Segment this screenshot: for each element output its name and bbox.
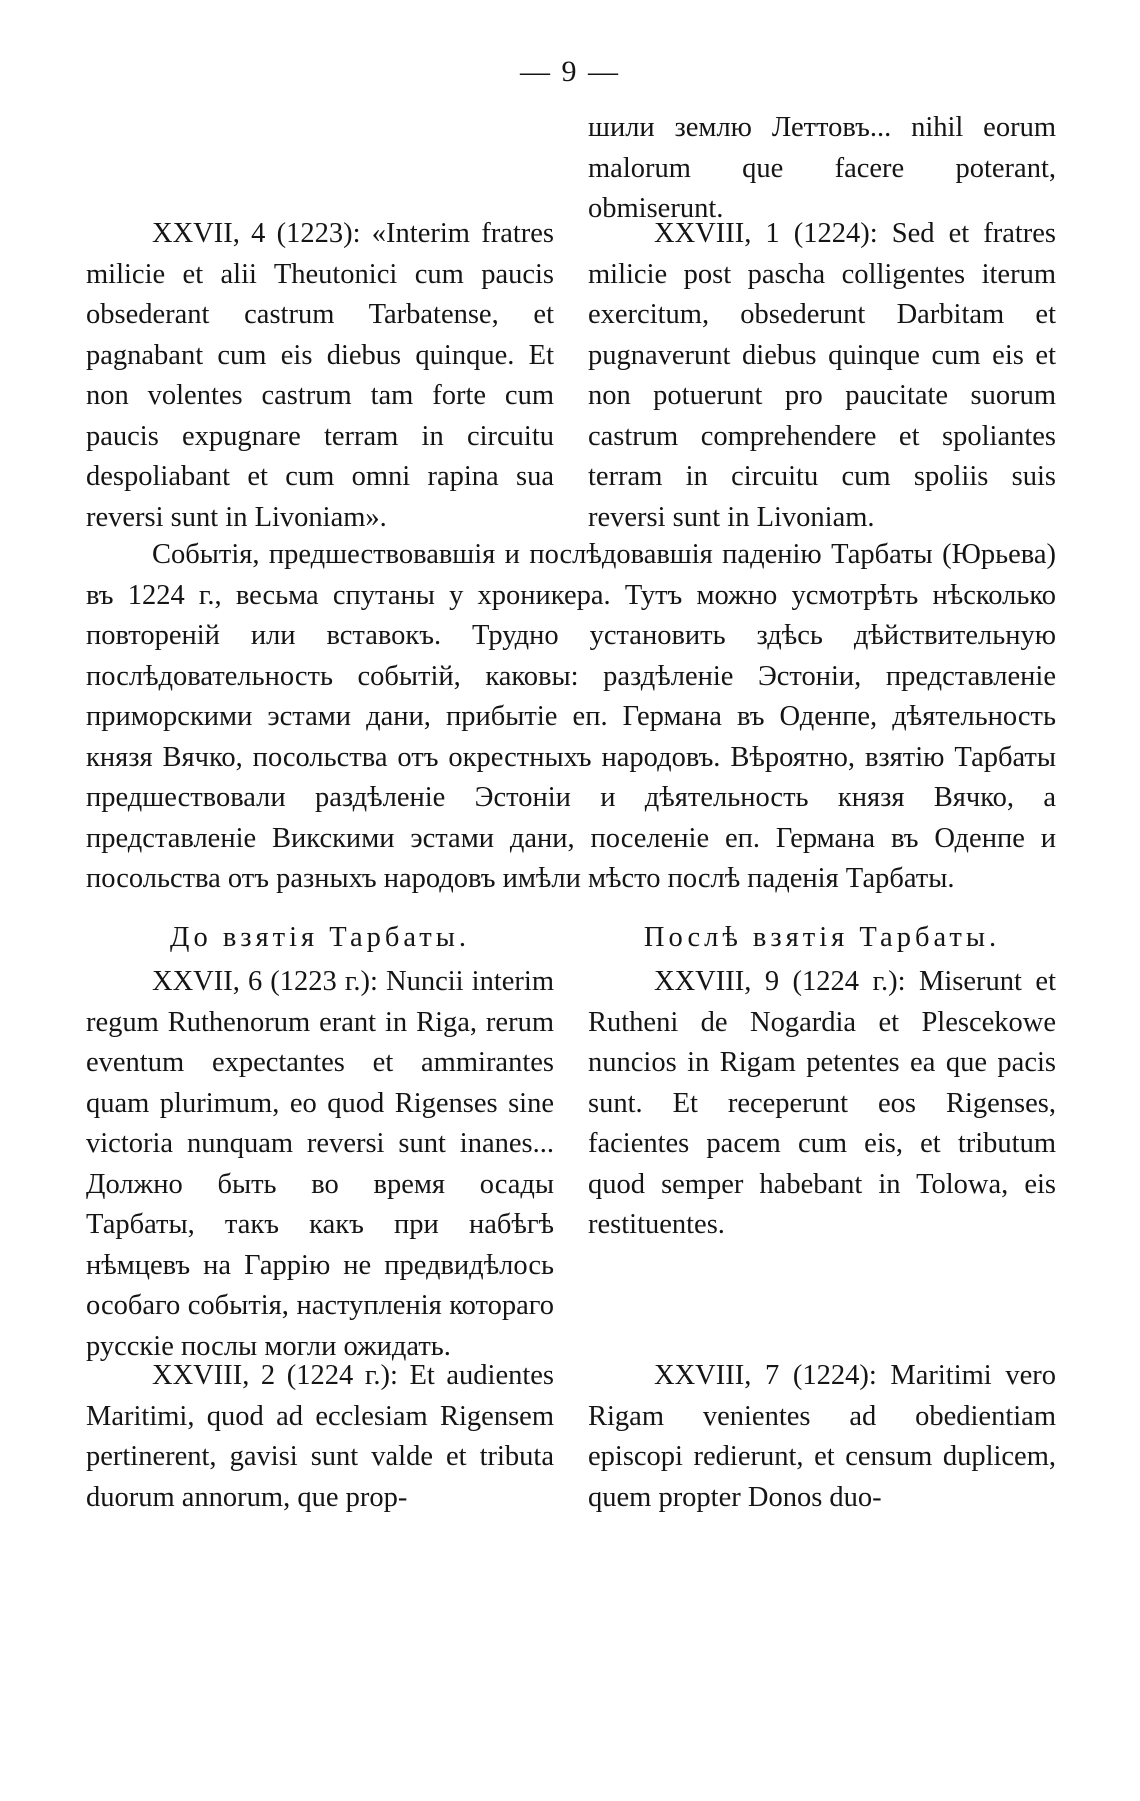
quote-xxviii-2: XXVIII, 2 (1224 г.): Et audientes Maritimi, quod ad ecclesiam Rigensem pertinerent, gavisi sunt valde et tributa duorum annorum, que prop-	[86, 1360, 554, 1513]
quote-xxvii-6: XXVII, 6 (1223 г.): Nuncii interim regum Ruthenorum erant in Riga, rerum eventum expectantes et ammirantes quam plurimum, eo quod Rigenses sine victoria nunquam reversi sunt inanes... Должно быть во время осады Тарбаты, такъ какъ при набѣгѣ нѣмцевъ на Гаррію не предвидѣлось особаго событія, наступленія котораго русскіе послы могли ожидать.	[86, 966, 554, 1362]
right-continuation-text: шили землю Леттовъ... nihil eorum malorum que facere poterant, obmiserunt.	[588, 112, 1056, 224]
main-paragraph: Событія, предшествовавшія и послѣдовавшія паденію Тарбаты (Юрьева) въ 1224 г., весьма спутаны у хроникера. Тутъ можно усмотрѣть нѣсколько повтореній или вставокъ. Трудно установить здѣсь дѣйствительную послѣдовательность событій, каковы: раздѣленіе Эстоніи, представленіе приморскими эстами дани, прибытіе еп. Германа въ Оденпе, дѣятельность князя Вячко, посольства отъ окрестныхъ народовъ. Вѣроятно, взятію Тарбаты предшествовали раздѣленіе Эстоніи и дѣятельность князя Вячко, а представленіе Викскими эстами дани, поселеніе еп. Германа въ Оденпе и посольства отъ разныхъ народовъ имѣли мѣсто послѣ паденія Тарбаты.	[86, 539, 1056, 894]
quote-xxviii-9: XXVIII, 9 (1224 г.): Miserunt et Rutheni de Nogardia et Plescekowe nuncios in Rigam petentes ea que pacis sunt. Et receperunt eos Rigenses, facientes pacem cum eis, et tributum quod semper habebant in Tolowa, eis restituentes.	[588, 966, 1056, 1240]
page-number: — 9 —	[520, 55, 620, 88]
quote-xxviii-7: XXVIII, 7 (1224): Maritimi vero Rigam venientes ad obedientiam episcopi redierunt, et censum duplicem, quem propter Donos duo-	[588, 1360, 1056, 1513]
heading-after-capture: Послѣ взятія Тарбаты.	[643, 922, 1001, 953]
quote-xxvii-4: XXVII, 4 (1223): «Interim fratres milicie et alii Theutonici cum paucis obsederant castrum Tarbatense, et pagnabant cum eis diebus quinque. Et non volentes castrum tam forte cum paucis expugnare terram in circuitu despoliabant et cum omni rapina sua reversi sunt in Livoniam».	[86, 218, 554, 533]
heading-before-capture: До взятія Тарбаты.	[170, 922, 470, 953]
quote-xxviii-1: XXVIII, 1 (1224): Sed et fratres milicie post pascha colligentes iterum exercitum, obsederunt Darbitam et pugnaverunt diebus quinque cum eis et non potuerunt pro paucitate suorum castrum comprehendere et spoliantes terram in circuitu cum spoliis suis reversi sunt in Livoniam.	[588, 218, 1056, 533]
